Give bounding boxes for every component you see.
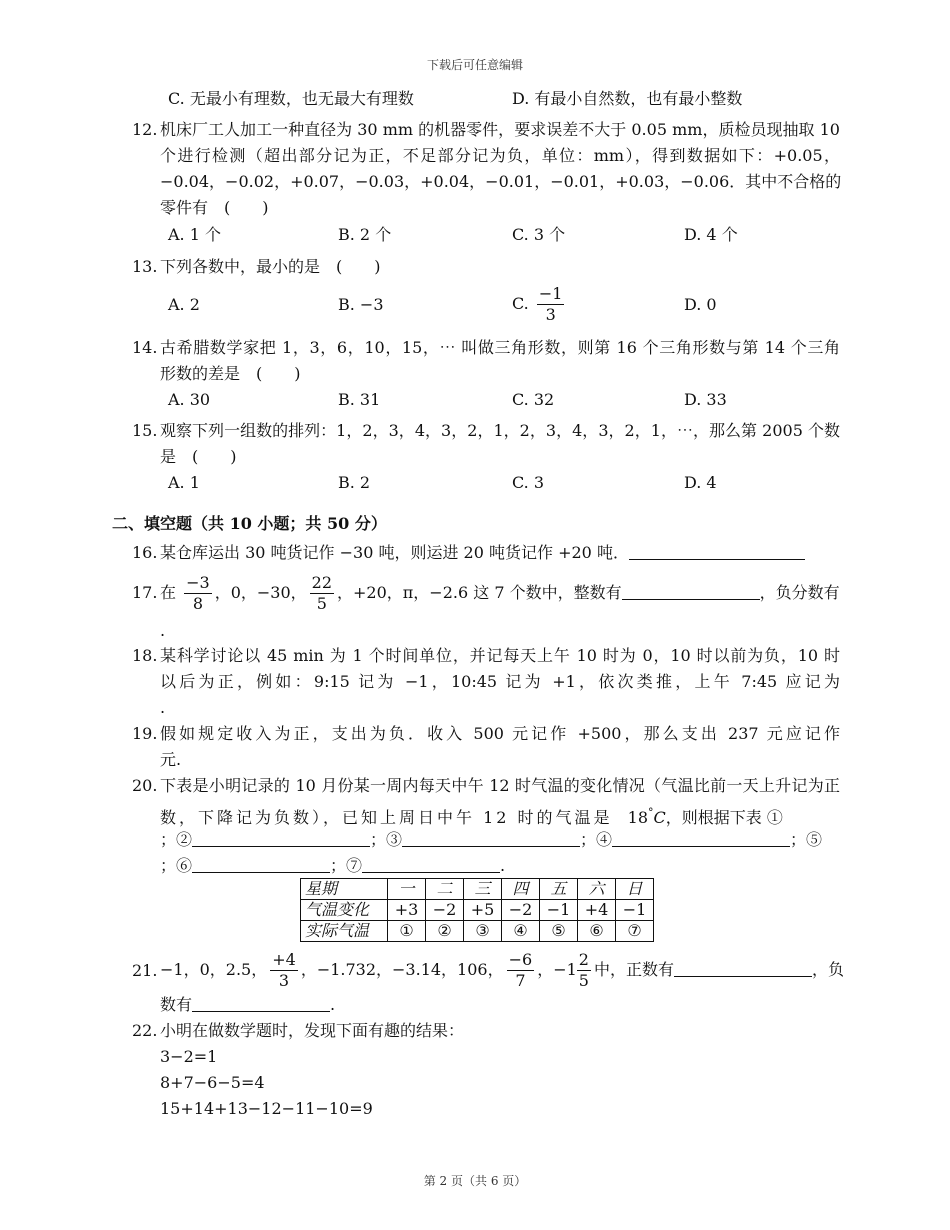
q14-option-d: D. 33	[684, 390, 727, 409]
temperature-table	[300, 878, 654, 942]
q20-degree: °	[648, 806, 654, 819]
q21-post: 中，正数有	[593, 960, 674, 979]
q12-line2: 个进行检测（超出部分记为正，不足部分记为负，单位：mm），得到数据如下：+0.05，	[160, 146, 840, 165]
q22-equation-1: 3−2=1	[160, 1047, 218, 1066]
q16-answer-blank[interactable]	[629, 543, 805, 560]
q21-number: 21.	[132, 961, 158, 980]
q20-line2-pre: 数，下降记为负数），已知上周日中午 12 时的气温是	[160, 808, 613, 827]
q21-negative-blank[interactable]	[192, 995, 330, 1012]
q21-mixed-whole: ，−1	[537, 960, 577, 979]
q20-number: 20.	[132, 776, 158, 795]
q12-line1: 机床厂工人加工一种直径为 30 mm 的机器零件，要求误差不大于 0.05 mm，质检员现抽取 10	[160, 120, 840, 139]
table-cell: 三	[464, 879, 502, 900]
q20-line1: 下表是小明记录的 10 月份某一周内每天中午 12 时气温的变化情况（气温比前一天上升记为正	[160, 776, 840, 795]
q22-number: 22.	[132, 1021, 158, 1040]
q20-blank-2[interactable]	[402, 830, 580, 847]
q15-option-d: D. 4	[684, 473, 717, 492]
q13-option-a: A. 2	[168, 295, 200, 314]
fraction-numerator: −3	[186, 573, 210, 592]
q13-text: 下列各数中，最小的是 ( )	[160, 257, 381, 276]
q19-line2: 元.	[160, 750, 182, 769]
q20-label-3: ；③	[370, 830, 403, 849]
fraction-numerator: +4	[272, 950, 296, 969]
q15-number: 15.	[132, 421, 158, 440]
q20-line2-post: ，则根据下表 ①	[665, 808, 783, 827]
q20-label-7: ；⑦	[330, 856, 363, 875]
section-heading: 二、填空题（共 10 小题；共 50 分）	[112, 514, 387, 533]
q12-option-a: A. 1 个	[168, 225, 221, 244]
q13-fraction	[537, 284, 565, 325]
table-cell: 气温变化	[301, 900, 388, 921]
table-cell: 四	[502, 879, 540, 900]
q19-line1: 假如规定收入为正，支出为负．收入 500 元记作 +500，那么支出 237 元应记作	[160, 724, 840, 743]
table-cell: 六	[578, 879, 616, 900]
q20-line3	[160, 829, 840, 851]
q21-end: ，负	[812, 960, 845, 979]
fraction-denominator: 3	[545, 305, 556, 324]
q14-option-c: C. 32	[512, 390, 555, 409]
page-footer: 第 2 页（共 6 页）	[423, 1174, 527, 1188]
q20-unit: C	[653, 808, 666, 827]
q12-option-b: B. 2 个	[338, 225, 392, 244]
q21-line1	[160, 947, 845, 993]
q20-blank-3[interactable]	[612, 830, 790, 847]
q21-positive-blank[interactable]	[674, 960, 812, 977]
q20-label-6: ；⑥	[160, 856, 193, 875]
table-row	[301, 879, 654, 900]
q13-option-b: B. −3	[338, 295, 384, 314]
fraction-denominator: 8	[192, 594, 203, 613]
q20-period: .	[500, 856, 506, 875]
q17-number: 17.	[132, 583, 158, 602]
table-cell: −2	[502, 900, 540, 921]
q21-mid: ，−1.732，−3.14，106，	[300, 960, 504, 979]
fraction-numerator: 22	[311, 573, 333, 592]
table-cell: 二	[426, 879, 464, 900]
q20-label-2: ；②	[160, 830, 193, 849]
q13-number: 13.	[132, 257, 158, 276]
q20-temp-value: 18	[627, 808, 648, 827]
q20-line2	[160, 802, 840, 829]
fraction-numerator: −6	[508, 950, 533, 969]
q14-number: 14.	[132, 338, 158, 357]
table-cell: ④	[502, 921, 540, 942]
q18-line3: .	[160, 698, 166, 717]
table-cell: ⑦	[616, 921, 654, 942]
q15-option-c: C. 3	[512, 473, 545, 492]
table-cell: ①	[388, 921, 426, 942]
table-cell: +3	[388, 900, 426, 921]
q21-line2	[160, 994, 840, 1016]
table-cell: +5	[464, 900, 502, 921]
q19-number: 19.	[132, 724, 158, 743]
q17-pre: 在	[160, 583, 177, 602]
q20-label-5: ；⑤	[790, 830, 823, 849]
q13-option-c	[512, 282, 567, 326]
q21-period: .	[330, 995, 336, 1014]
q17-integer-blank[interactable]	[622, 583, 760, 600]
q21-mixed-fraction	[577, 950, 591, 991]
table-cell: 一	[388, 879, 426, 900]
table-cell: −1	[540, 900, 578, 921]
table-cell: −2	[426, 900, 464, 921]
q14-option-a: A. 30	[168, 390, 211, 409]
q18-line2: 以后为正，例如：9:15 记为 −1，10:45 记为 +1，依次类推，上午 7:45 应记为	[160, 672, 840, 691]
q20-label-4: ；④	[580, 830, 613, 849]
fraction-numerator: 2	[578, 950, 589, 969]
table-cell: 星期	[301, 879, 388, 900]
q20-temperature	[628, 808, 666, 827]
q18-line1: 某科学讨论以 45 min 为 1 个时间单位，并记每天上午 10 时为 0，10 时以前为负，10 时	[160, 646, 840, 665]
q22-equation-3: 15+14+13−12−11−10=9	[160, 1099, 373, 1118]
q13-option-c-label: C.	[512, 294, 529, 313]
fraction-denominator: 5	[578, 971, 589, 990]
q12-line3: −0.04，−0.02，+0.07，−0.03，+0.04，−0.01，−0.01，+0.03，−0.06．其中不合格的	[160, 172, 842, 191]
q12-number: 12.	[132, 120, 158, 139]
q22-text: 小明在做数学题时，发现下面有趣的结果：	[160, 1021, 465, 1040]
q15-option-b: B. 2	[338, 473, 371, 492]
table-cell: +4	[578, 900, 616, 921]
q20-blank-1[interactable]	[192, 830, 370, 847]
q11-option-c: C. 无最小有理数，也无最大有理数	[168, 89, 414, 108]
table-cell: 实际气温	[301, 921, 388, 942]
fraction-denominator: 5	[316, 594, 327, 613]
table-cell: ⑤	[540, 921, 578, 942]
q20-blank-5[interactable]	[362, 856, 500, 873]
q21-fraction-2	[507, 950, 535, 991]
table-row	[301, 921, 654, 942]
table-row	[301, 900, 654, 921]
q17-mid1: ，0，−30，	[214, 583, 307, 602]
fraction-denominator: 3	[278, 971, 290, 990]
table-cell: ⑥	[578, 921, 616, 942]
table-cell: −1	[616, 900, 654, 921]
q17-end: ，负分数有	[759, 583, 840, 602]
q11-option-d: D. 有最小自然数，也有最小整数	[512, 89, 743, 108]
q17-fraction-2	[310, 573, 334, 614]
q15-option-a: A. 1	[168, 473, 200, 492]
q17-line2: .	[160, 621, 166, 640]
q14-line1: 古希腊数学家把 1，3，6，10，15，⋯ 叫做三角形数，则第 16 个三角形数与第 14 个三角	[160, 338, 840, 357]
q22-equation-2: 8+7−6−5=4	[160, 1073, 265, 1092]
q14-option-b: B. 31	[338, 390, 381, 409]
q21-line2-text: 数有	[160, 995, 193, 1014]
q12-option-d: D. 4 个	[684, 225, 738, 244]
table-cell: 五	[540, 879, 578, 900]
table-cell: 日	[616, 879, 654, 900]
q12-line4: 零件有 ( )	[160, 198, 269, 217]
q20-line4	[160, 855, 840, 877]
fraction-numerator: −1	[538, 284, 563, 303]
q21-fraction-1	[270, 950, 298, 991]
q17-mid2: ，+20，π，−2.6 这 7 个数中，整数有	[337, 583, 622, 602]
q16-number: 16.	[132, 543, 158, 562]
q14-line2: 形数的差是 ( )	[160, 364, 301, 383]
fraction-denominator: 7	[515, 971, 526, 990]
page-header: 下载后可任意编辑	[426, 58, 523, 72]
q15-line2: 是 ( )	[160, 447, 237, 466]
q17-fraction-1	[184, 573, 212, 614]
q16-text: 某仓库运出 30 吨货记作 −30 吨，则运进 20 吨货记作 +20 吨．	[160, 543, 629, 562]
q15-line1: 观察下列一组数的排列：1，2，3，4，3，2，1，2，3，4，3，2，1，⋯，那么第 2005 个数	[160, 421, 840, 440]
q21-pre: −1，0，2.5，	[160, 960, 268, 979]
q18-number: 18.	[132, 646, 158, 665]
table-cell: ②	[426, 921, 464, 942]
q20-blank-4[interactable]	[192, 856, 330, 873]
q17-line1	[160, 570, 840, 616]
q16-line	[160, 542, 840, 564]
table-cell: ③	[464, 921, 502, 942]
q13-option-d: D. 0	[684, 295, 717, 314]
q12-option-c: C. 3 个	[512, 225, 566, 244]
